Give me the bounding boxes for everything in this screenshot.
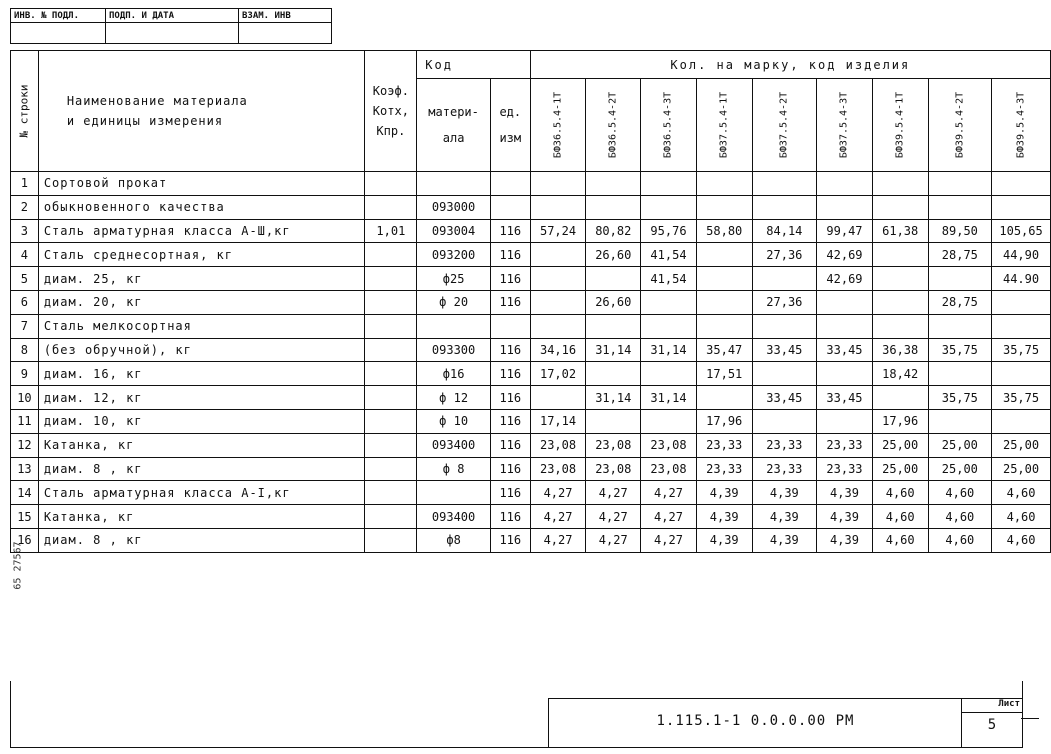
quantity-value: 17,14: [530, 409, 586, 433]
stamp-replace-label: ВЗАМ. ИНВ: [239, 9, 332, 23]
sheet-box: [961, 698, 1022, 748]
quantity-value: [641, 362, 697, 386]
quantity-value: [696, 314, 752, 338]
unit-code: [490, 172, 530, 196]
material-code: [417, 314, 491, 338]
material-name: Сталь арматурная класса А-Ш,кг: [38, 219, 365, 243]
table-header: [11, 51, 1051, 172]
material-name: диам. 25, кг: [38, 267, 365, 291]
header-row-no: № строки: [11, 51, 39, 172]
header-mark: БФ36.5.4-1Т: [530, 79, 586, 172]
quantity-value: 4,27: [641, 505, 697, 529]
quantity-value: 23,33: [817, 457, 873, 481]
table-row: [11, 290, 1051, 314]
quantity-value: 95,76: [641, 219, 697, 243]
table-row: [11, 172, 1051, 196]
quantity-value: 4,39: [752, 528, 817, 552]
quantity-value: [696, 243, 752, 267]
quantity-value: [641, 314, 697, 338]
doc-code-box: [548, 698, 962, 748]
quantity-value: 4,27: [530, 528, 586, 552]
material-code: ф 8: [417, 457, 491, 481]
header-mark: БФ39.5.4-2Т: [928, 79, 992, 172]
row-number: 7: [11, 314, 39, 338]
quantity-value: 42,69: [817, 243, 873, 267]
quantity-value: 26,60: [586, 243, 641, 267]
material-code: ф 20: [417, 290, 491, 314]
stamp-replace-cell: [239, 23, 332, 44]
stamp-sign-label: ПОДП. И ДАТА: [106, 9, 239, 23]
edge-tick: [1021, 718, 1039, 719]
header-mark: БФ37.5.4-2Т: [752, 79, 817, 172]
approval-stamp: [10, 8, 332, 44]
header-mark: БФ37.5.4-1Т: [696, 79, 752, 172]
quantity-value: 18,42: [872, 362, 928, 386]
header-code: Код: [417, 51, 530, 79]
coef-value: [365, 172, 417, 196]
quantity-value: 25,00: [928, 457, 992, 481]
quantity-value: 28,75: [928, 290, 992, 314]
quantity-value: 4,27: [586, 528, 641, 552]
material-name: Сталь среднесортная, кг: [38, 243, 365, 267]
quantity-value: [872, 172, 928, 196]
quantity-value: 4,60: [992, 528, 1051, 552]
sheet-number: 5: [987, 717, 997, 733]
side-mark: 65 27567: [12, 541, 24, 590]
quantity-value: [586, 314, 641, 338]
unit-code: 116: [490, 243, 530, 267]
quantity-value: 4,27: [586, 505, 641, 529]
coef-value: [365, 362, 417, 386]
table-row: [11, 195, 1051, 219]
quantity-value: [817, 362, 873, 386]
quantity-value: 31,14: [586, 338, 641, 362]
quantity-value: 4,27: [530, 481, 586, 505]
table-row: [11, 219, 1051, 243]
quantity-value: [872, 386, 928, 410]
material-name: Сталь арматурная класса А-I,кг: [38, 481, 365, 505]
quantity-value: 33,45: [817, 386, 873, 410]
quantity-value: 27,36: [752, 290, 817, 314]
material-name: диам. 8 , кг: [38, 528, 365, 552]
material-name: диам. 8 , кг: [38, 457, 365, 481]
quantity-value: 57,24: [530, 219, 586, 243]
quantity-value: [817, 409, 873, 433]
table-row: [11, 505, 1051, 529]
quantity-value: [752, 267, 817, 291]
coef-value: 1,01: [365, 219, 417, 243]
quantity-value: [928, 172, 992, 196]
row-number: 6: [11, 290, 39, 314]
row-number: 13: [11, 457, 39, 481]
unit-code: 116: [490, 528, 530, 552]
stamp-inv-cell: [11, 23, 106, 44]
quantity-value: [530, 314, 586, 338]
quantity-value: [696, 386, 752, 410]
table-body: [11, 172, 1051, 553]
quantity-value: [586, 195, 641, 219]
header-mark: БФ39.5.4-3Т: [992, 79, 1051, 172]
quantity-value: 23,08: [641, 457, 697, 481]
quantity-value: 4,60: [992, 481, 1051, 505]
quantity-value: [992, 290, 1051, 314]
unit-code: 116: [490, 481, 530, 505]
header-mark: БФ39.5.4-1Т: [872, 79, 928, 172]
quantity-value: [696, 195, 752, 219]
table-row: [11, 314, 1051, 338]
quantity-value: [752, 409, 817, 433]
quantity-value: [992, 314, 1051, 338]
quantity-value: [928, 267, 992, 291]
coef-value: [365, 267, 417, 291]
table-row: [11, 243, 1051, 267]
table-row: [11, 481, 1051, 505]
quantity-value: [752, 195, 817, 219]
quantity-value: [586, 362, 641, 386]
quantity-value: 23,33: [752, 457, 817, 481]
material-name: диам. 12, кг: [38, 386, 365, 410]
row-number: 16: [11, 528, 39, 552]
quantity-value: [586, 267, 641, 291]
quantity-value: 4,39: [817, 528, 873, 552]
header-unit: ед. изм: [490, 79, 530, 172]
quantity-value: [872, 314, 928, 338]
material-code: ф8: [417, 528, 491, 552]
quantity-value: [817, 172, 873, 196]
quantity-value: 23,08: [586, 457, 641, 481]
quantity-value: 34,16: [530, 338, 586, 362]
quantity-value: 33,45: [752, 338, 817, 362]
quantity-value: [641, 409, 697, 433]
quantity-value: [872, 267, 928, 291]
quantity-value: 23,33: [696, 433, 752, 457]
quantity-value: 4,60: [992, 505, 1051, 529]
quantity-value: [928, 314, 992, 338]
quantity-value: 25,00: [928, 433, 992, 457]
quantity-value: [992, 195, 1051, 219]
quantity-value: 58,80: [696, 219, 752, 243]
unit-code: [490, 314, 530, 338]
table-row: [11, 386, 1051, 410]
quantity-value: 4,27: [586, 481, 641, 505]
stamp-inv-label: ИНВ. № ПОДЛ.: [11, 9, 106, 23]
unit-code: 116: [490, 290, 530, 314]
quantity-value: [530, 290, 586, 314]
quantity-value: 42,69: [817, 267, 873, 291]
quantity-value: [530, 267, 586, 291]
quantity-value: 44,90: [992, 243, 1051, 267]
unit-code: 116: [490, 386, 530, 410]
quantity-value: [586, 172, 641, 196]
quantity-value: 35,75: [992, 338, 1051, 362]
row-number: 11: [11, 409, 39, 433]
material-name: Катанка, кг: [38, 433, 365, 457]
quantity-value: 33,45: [752, 386, 817, 410]
quantity-value: 23,33: [752, 433, 817, 457]
table-row: [11, 338, 1051, 362]
quantity-value: [530, 386, 586, 410]
header-mark: БФ36.5.4-3Т: [641, 79, 697, 172]
quantity-value: 99,47: [817, 219, 873, 243]
quantity-value: 84,14: [752, 219, 817, 243]
table-row: [11, 362, 1051, 386]
table-row: [11, 528, 1051, 552]
material-name: Сортовой прокат: [38, 172, 365, 196]
coef-value: [365, 528, 417, 552]
coef-value: [365, 195, 417, 219]
quantity-value: [752, 172, 817, 196]
quantity-value: [752, 314, 817, 338]
quantity-value: 4,27: [530, 505, 586, 529]
quantity-value: 35,75: [928, 386, 992, 410]
quantity-value: 17,51: [696, 362, 752, 386]
header-coef: Коэф. Котх, Кпр.: [365, 51, 417, 172]
quantity-value: 41,54: [641, 267, 697, 291]
quantity-value: 4,27: [641, 528, 697, 552]
unit-code: 116: [490, 338, 530, 362]
unit-code: 116: [490, 433, 530, 457]
quantity-value: 4,60: [928, 505, 992, 529]
sheet-label: Лист: [962, 699, 1022, 713]
quantity-value: 31,14: [641, 386, 697, 410]
quantity-value: [928, 409, 992, 433]
unit-code: [490, 195, 530, 219]
quantity-value: 36,38: [872, 338, 928, 362]
quantity-value: 31,14: [641, 338, 697, 362]
quantity-value: 23,08: [641, 433, 697, 457]
unit-code: 116: [490, 457, 530, 481]
quantity-value: 4,39: [696, 505, 752, 529]
unit-code: 116: [490, 219, 530, 243]
material-name: обыкновенного качества: [38, 195, 365, 219]
unit-code: 116: [490, 362, 530, 386]
unit-code: 116: [490, 505, 530, 529]
row-number: 4: [11, 243, 39, 267]
quantity-value: 41,54: [641, 243, 697, 267]
quantity-value: 25,00: [992, 433, 1051, 457]
quantity-value: 35,47: [696, 338, 752, 362]
quantity-value: [872, 290, 928, 314]
quantity-value: 80,82: [586, 219, 641, 243]
row-number: 5: [11, 267, 39, 291]
material-code: ф 12: [417, 386, 491, 410]
coef-value: [365, 433, 417, 457]
quantity-value: 4,60: [928, 481, 992, 505]
quantity-value: [696, 172, 752, 196]
quantity-value: [530, 243, 586, 267]
quantity-value: [696, 267, 752, 291]
quantity-value: 28,75: [928, 243, 992, 267]
quantity-value: [696, 290, 752, 314]
material-name: (без обручной), кг: [38, 338, 365, 362]
material-code: ф25: [417, 267, 491, 291]
coef-value: [365, 481, 417, 505]
quantity-value: 23,33: [817, 433, 873, 457]
quantity-value: [752, 362, 817, 386]
quantity-value: 25,00: [992, 457, 1051, 481]
header-qty: Кол. на марку, код изделия: [530, 51, 1050, 79]
row-number: 2: [11, 195, 39, 219]
coef-value: [365, 386, 417, 410]
quantity-value: 23,08: [530, 433, 586, 457]
quantity-value: 89,50: [928, 219, 992, 243]
quantity-value: 25,00: [872, 457, 928, 481]
quantity-value: 23,08: [586, 433, 641, 457]
quantity-value: 17,02: [530, 362, 586, 386]
table-row: [11, 433, 1051, 457]
quantity-value: [586, 409, 641, 433]
quantity-value: 61,38: [872, 219, 928, 243]
header-mark: БФ37.5.4-3Т: [817, 79, 873, 172]
quantity-value: [641, 290, 697, 314]
material-code: [417, 481, 491, 505]
quantity-value: [992, 362, 1051, 386]
quantity-value: 4,60: [928, 528, 992, 552]
materials-table: [10, 50, 1051, 553]
quantity-value: 4,39: [696, 481, 752, 505]
material-name: диам. 20, кг: [38, 290, 365, 314]
quantity-value: [641, 195, 697, 219]
header-material: матери- ала: [417, 79, 491, 172]
row-number: 14: [11, 481, 39, 505]
row-number: 8: [11, 338, 39, 362]
table-row: [11, 457, 1051, 481]
material-code: 093300: [417, 338, 491, 362]
header-mark: БФ36.5.4-2Т: [586, 79, 641, 172]
quantity-value: 26,60: [586, 290, 641, 314]
quantity-value: 23,08: [530, 457, 586, 481]
row-number: 15: [11, 505, 39, 529]
quantity-value: 4,39: [696, 528, 752, 552]
material-code: 093400: [417, 505, 491, 529]
row-number: 1: [11, 172, 39, 196]
quantity-value: 35,75: [992, 386, 1051, 410]
unit-code: 116: [490, 409, 530, 433]
quantity-value: [817, 195, 873, 219]
quantity-value: 4,39: [817, 481, 873, 505]
coef-value: [365, 290, 417, 314]
quantity-value: 4,60: [872, 481, 928, 505]
quantity-value: [928, 195, 992, 219]
stamp-sign-cell: [106, 23, 239, 44]
quantity-value: 27,36: [752, 243, 817, 267]
row-number: 12: [11, 433, 39, 457]
quantity-value: [992, 409, 1051, 433]
material-code: 093200: [417, 243, 491, 267]
material-name: диам. 16, кг: [38, 362, 365, 386]
quantity-value: [817, 314, 873, 338]
row-number: 3: [11, 219, 39, 243]
coef-value: [365, 243, 417, 267]
quantity-value: 35,75: [928, 338, 992, 362]
quantity-value: [530, 172, 586, 196]
material-code: 093000: [417, 195, 491, 219]
material-name: диам. 10, кг: [38, 409, 365, 433]
quantity-value: [641, 172, 697, 196]
quantity-value: 4,39: [752, 505, 817, 529]
unit-code: 116: [490, 267, 530, 291]
quantity-value: 23,33: [696, 457, 752, 481]
material-code: ф 10: [417, 409, 491, 433]
quantity-value: 31,14: [586, 386, 641, 410]
coef-value: [365, 505, 417, 529]
quantity-value: 17,96: [696, 409, 752, 433]
coef-value: [365, 409, 417, 433]
material-code: 093004: [417, 219, 491, 243]
quantity-value: 105,65: [992, 219, 1051, 243]
row-number: 9: [11, 362, 39, 386]
quantity-value: 33,45: [817, 338, 873, 362]
material-name: Сталь мелкосортная: [38, 314, 365, 338]
material-code: [417, 172, 491, 196]
quantity-value: 4,60: [872, 505, 928, 529]
quantity-value: 17,96: [872, 409, 928, 433]
doc-code: 1.115.1-1 0.0.0.00 РМ: [656, 713, 855, 729]
material-name: Катанка, кг: [38, 505, 365, 529]
row-number: 10: [11, 386, 39, 410]
coef-value: [365, 338, 417, 362]
quantity-value: 25,00: [872, 433, 928, 457]
table-row: [11, 267, 1051, 291]
material-code: ф16: [417, 362, 491, 386]
quantity-value: [992, 172, 1051, 196]
quantity-value: 4,39: [817, 505, 873, 529]
material-code: 093400: [417, 433, 491, 457]
quantity-value: [817, 290, 873, 314]
quantity-value: 4,60: [872, 528, 928, 552]
table-row: [11, 409, 1051, 433]
coef-value: [365, 314, 417, 338]
quantity-value: 4,39: [752, 481, 817, 505]
quantity-value: [872, 243, 928, 267]
quantity-value: [530, 195, 586, 219]
quantity-value: 4,27: [641, 481, 697, 505]
quantity-value: 44.90: [992, 267, 1051, 291]
quantity-value: [928, 362, 992, 386]
header-name: Наименование материала и единицы измерения: [38, 51, 365, 172]
coef-value: [365, 457, 417, 481]
quantity-value: [872, 195, 928, 219]
